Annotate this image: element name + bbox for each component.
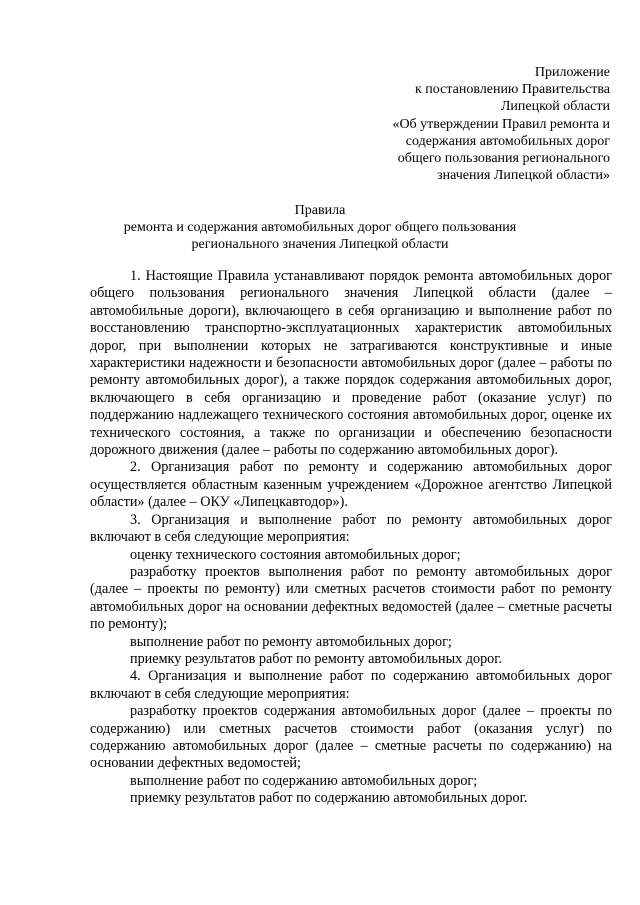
list-item: приемку результатов работ по ремонту автомобильных дорог. (130, 650, 503, 667)
list-item: выполнение работ по содержанию автомобильных дорог; (130, 772, 478, 789)
paragraph-2: 2. Организация работ по ремонту и содержанию автомобильных дорог осуществляется областным казенным учреждением «Дорожное агентство Липецкой области» (далее – ОКУ «Липецкавтодор»). (90, 459, 612, 511)
paragraph-4: 4. Организация и выполнение работ по содержанию автомобильных дорог включают в себя следующие мероприятия: (90, 668, 612, 702)
appendix-line: значения Липецкой области» (437, 168, 610, 184)
appendix-header (310, 64, 610, 184)
document-body (90, 268, 612, 808)
document-title (0, 202, 640, 254)
appendix-line: к постановлению Правительства (414, 82, 610, 98)
appendix-line: общего пользования регионального (397, 151, 610, 167)
appendix-line: Приложение (534, 65, 610, 80)
list-item: разработку проектов выполнения работ по ремонту автомобильных дорог (далее – проекты по ремонту) или сметных расчетов стоимости работ по ремонту автомобильных дорог на основании дефектных ведомостей (далее – сметные расчеты по ремонту); (90, 563, 612, 633)
list-item: выполнение работ по ремонту автомобильных дорог; (130, 633, 452, 650)
appendix-line: содержания автомобильных дорог (405, 133, 610, 149)
title-line: Правила (294, 203, 346, 218)
list-item: оценку технического состояния автомобильных дорог; (130, 546, 461, 563)
appendix-line: Липецкой области (500, 99, 610, 115)
list-item: приемку результатов работ по содержанию автомобильных дорог. (130, 790, 528, 807)
paragraph-1: 1. Настоящие Правила устанавливают порядок ремонта автомобильных дорог общего пользования регионального значения Липецкой области (далее – автомобильные дороги), включающего в себя организацию и выполнение работ по восстановлению транспортно-эксплуатационных характеристик автомобильных дорог, при выполнении которых не затрагиваются конструктивные и иные характеристики надежности и безопасности автомобильных дорог (далее – работы по ремонту автомобильных дорог), а также порядок содержания автомобильных дорог, включающего в себя организацию и проведение работ (оказание услуг) по поддержанию надлежащего технического состояния автомобильных дорог, оценке их технического состояния, а также по организации и обеспечению безопасности дорожного движения (далее – работы по содержанию автомобильных дорог). (90, 268, 612, 459)
list-item: разработку проектов содержания автомобильных дорог (далее – проекты по содержанию) или сметных расчетов стоимости работ (оказания услуг) по содержанию автомобильных дорог (далее – сметные расчеты по содержанию) на основании дефектных ведомостей; (90, 703, 612, 772)
paragraph-3: 3. Организация и выполнение работ по ремонту автомобильных дорог включают в себя следующие мероприятия: (90, 511, 612, 546)
title-line: регионального значения Липецкой области (191, 237, 449, 253)
appendix-line: «Об утверждении Правил ремонта и (392, 116, 610, 132)
title-line: ремонта и содержания автомобильных дорог общего пользования (123, 220, 517, 236)
